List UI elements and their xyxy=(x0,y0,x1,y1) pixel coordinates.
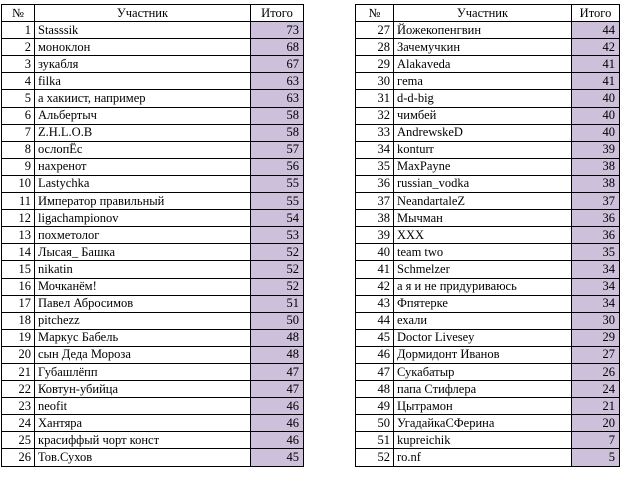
table-row xyxy=(2,346,304,363)
participant-name: папа Стифлера xyxy=(394,381,572,398)
table-row xyxy=(356,398,620,415)
total-score: 34 xyxy=(572,278,620,295)
total-score: 20 xyxy=(572,415,620,432)
participant-name: Маркус Бабель xyxy=(35,329,251,346)
table-row xyxy=(356,90,620,107)
rank-cell: 46 xyxy=(356,346,394,363)
rank-cell: 2 xyxy=(2,39,35,56)
participant-name: нахренот xyxy=(35,158,251,175)
rank-cell: 6 xyxy=(2,107,35,124)
rank-cell: 12 xyxy=(2,210,35,227)
rank-cell: 1 xyxy=(2,22,35,39)
total-score: 30 xyxy=(572,312,620,329)
header-total: Итого xyxy=(572,5,620,22)
rank-cell: 45 xyxy=(356,329,394,346)
participant-name: Павел Абросимов xyxy=(35,295,251,312)
participant-name: nikatin xyxy=(35,261,251,278)
rank-cell: 34 xyxy=(356,141,394,158)
rank-cell: 22 xyxy=(2,381,35,398)
table-row xyxy=(2,39,304,56)
rank-cell: 5 xyxy=(2,90,35,107)
table-row xyxy=(2,312,304,329)
rank-cell: 21 xyxy=(2,363,35,380)
rank-cell: 3 xyxy=(2,56,35,73)
rank-cell: 27 xyxy=(356,22,394,39)
participant-name: сын Деда Мороза xyxy=(35,346,251,363)
table-row xyxy=(356,363,620,380)
participant-name: russian_vodka xyxy=(394,175,572,192)
header-total: Итого xyxy=(251,5,304,22)
total-score: 41 xyxy=(572,56,620,73)
total-score: 54 xyxy=(251,210,304,227)
table-row xyxy=(356,432,620,449)
participant-name: красиффый чорт конст xyxy=(35,432,251,449)
participant-name: Alakaveda xyxy=(394,56,572,73)
participant-name: Йожекопенгвин xyxy=(394,22,572,39)
total-score: 46 xyxy=(251,398,304,415)
rank-cell: 40 xyxy=(356,244,394,261)
participant-name: Цытрамон xyxy=(394,398,572,415)
table-row xyxy=(356,295,620,312)
participant-name: Дормидонт Иванов xyxy=(394,346,572,363)
participant-name: а хакиист, например xyxy=(35,90,251,107)
total-score: 44 xyxy=(572,22,620,39)
table-row xyxy=(2,124,304,141)
total-score: 52 xyxy=(251,261,304,278)
table-row xyxy=(356,73,620,90)
total-score: 48 xyxy=(251,329,304,346)
participant-name: Фпятерке xyxy=(394,295,572,312)
rank-cell: 43 xyxy=(356,295,394,312)
rank-cell: 31 xyxy=(356,90,394,107)
participant-name: Z.H.L.O.B xyxy=(35,124,251,141)
table-row xyxy=(356,22,620,39)
participant-name: AndrewskeD xyxy=(394,124,572,141)
rank-cell: 26 xyxy=(2,449,35,466)
total-score: 63 xyxy=(251,73,304,90)
participant-name: NeandartaleZ xyxy=(394,193,572,210)
table-row xyxy=(356,329,620,346)
rank-cell: 7 xyxy=(2,124,35,141)
table-row xyxy=(356,227,620,244)
table-row xyxy=(2,381,304,398)
table-row xyxy=(2,175,304,192)
rank-cell: 41 xyxy=(356,261,394,278)
participant-name: filka xyxy=(35,73,251,90)
rank-cell: 47 xyxy=(356,363,394,380)
total-score: 45 xyxy=(251,449,304,466)
table-row xyxy=(356,381,620,398)
table-row xyxy=(356,124,620,141)
standings-body-right xyxy=(356,22,620,466)
participant-name: d-d-big xyxy=(394,90,572,107)
participant-name: чимбей xyxy=(394,107,572,124)
table-row xyxy=(2,141,304,158)
participant-name: гema xyxy=(394,73,572,90)
rank-cell: 49 xyxy=(356,398,394,415)
total-score: 55 xyxy=(251,175,304,192)
total-score: 67 xyxy=(251,56,304,73)
total-score: 41 xyxy=(572,73,620,90)
rank-cell: 30 xyxy=(356,73,394,90)
participant-name: Лысая_ Башка xyxy=(35,244,251,261)
rank-cell: 33 xyxy=(356,124,394,141)
total-score: 46 xyxy=(251,415,304,432)
rank-cell: 13 xyxy=(2,227,35,244)
table-row xyxy=(356,141,620,158)
table-row xyxy=(2,432,304,449)
total-score: 53 xyxy=(251,227,304,244)
rank-cell: 14 xyxy=(2,244,35,261)
table-row xyxy=(2,415,304,432)
total-score: 7 xyxy=(572,432,620,449)
total-score: 26 xyxy=(572,363,620,380)
participant-name: похметолог xyxy=(35,227,251,244)
total-score: 73 xyxy=(251,22,304,39)
rank-cell: 39 xyxy=(356,227,394,244)
rank-cell: 11 xyxy=(2,193,35,210)
rank-cell: 23 xyxy=(2,398,35,415)
total-score: 36 xyxy=(572,227,620,244)
table-row xyxy=(2,329,304,346)
participant-name: Тов.Сухов xyxy=(35,449,251,466)
total-score: 47 xyxy=(251,381,304,398)
total-score: 52 xyxy=(251,244,304,261)
header-row xyxy=(2,5,304,22)
total-score: 63 xyxy=(251,90,304,107)
rank-cell: 24 xyxy=(2,415,35,432)
participant-name: Хантяра xyxy=(35,415,251,432)
table-row xyxy=(2,73,304,90)
rank-cell: 29 xyxy=(356,56,394,73)
header-participant: Участник xyxy=(394,5,572,22)
participant-name: neofit xyxy=(35,398,251,415)
total-score: 34 xyxy=(572,261,620,278)
participant-name: Губашлёпп xyxy=(35,363,251,380)
participant-name: Император правильный xyxy=(35,193,251,210)
table-row xyxy=(2,278,304,295)
header-row xyxy=(356,5,620,22)
rank-cell: 44 xyxy=(356,312,394,329)
total-score: 68 xyxy=(251,39,304,56)
table-row xyxy=(2,244,304,261)
table-row xyxy=(2,227,304,244)
rank-cell: 20 xyxy=(2,346,35,363)
table-row xyxy=(2,261,304,278)
standings-table-left xyxy=(1,4,304,467)
table-row xyxy=(2,449,304,466)
header-num: № xyxy=(2,5,35,22)
rank-cell: 37 xyxy=(356,193,394,210)
table-row xyxy=(356,210,620,227)
participant-name: Альбертыч xyxy=(35,107,251,124)
rank-cell: 15 xyxy=(2,261,35,278)
total-score: 38 xyxy=(572,175,620,192)
participant-name: УгадайкаСФерина xyxy=(394,415,572,432)
standings-body-left xyxy=(2,22,304,466)
participant-name: ligachampionov xyxy=(35,210,251,227)
table-row xyxy=(356,312,620,329)
rank-cell: 10 xyxy=(2,175,35,192)
total-score: 39 xyxy=(572,141,620,158)
total-score: 37 xyxy=(572,193,620,210)
participant-name: Ковтун-убийца xyxy=(35,381,251,398)
table-row xyxy=(356,278,620,295)
total-score: 42 xyxy=(572,39,620,56)
header-participant: Участник xyxy=(35,5,251,22)
table-row xyxy=(356,56,620,73)
rank-cell: 17 xyxy=(2,295,35,312)
participant-name: Сукабатыр xyxy=(394,363,572,380)
total-score: 24 xyxy=(572,381,620,398)
total-score: 50 xyxy=(251,312,304,329)
total-score: 35 xyxy=(572,244,620,261)
rank-cell: 48 xyxy=(356,381,394,398)
table-row xyxy=(356,193,620,210)
participant-name: Stasssik xyxy=(35,22,251,39)
participant-name: ехали xyxy=(394,312,572,329)
participant-name: XXX xyxy=(394,227,572,244)
rank-cell: 38 xyxy=(356,210,394,227)
total-score: 27 xyxy=(572,346,620,363)
rank-cell: 50 xyxy=(356,415,394,432)
table-row xyxy=(2,295,304,312)
participant-name: konturr xyxy=(394,141,572,158)
table-row xyxy=(356,261,620,278)
rank-cell: 8 xyxy=(2,141,35,158)
rank-cell: 19 xyxy=(2,329,35,346)
table-row xyxy=(2,56,304,73)
table-row xyxy=(2,158,304,175)
rank-cell: 51 xyxy=(356,432,394,449)
rank-cell: 18 xyxy=(2,312,35,329)
rank-cell: 16 xyxy=(2,278,35,295)
participant-name: Мычман xyxy=(394,210,572,227)
table-row xyxy=(356,244,620,261)
table-row xyxy=(2,22,304,39)
table-row xyxy=(356,415,620,432)
participant-name: а я и не придуриваюсь xyxy=(394,278,572,295)
participant-name: моноклон xyxy=(35,39,251,56)
total-score: 46 xyxy=(251,432,304,449)
total-score: 56 xyxy=(251,158,304,175)
rank-cell: 9 xyxy=(2,158,35,175)
rank-cell: 25 xyxy=(2,432,35,449)
total-score: 58 xyxy=(251,107,304,124)
table-row xyxy=(356,39,620,56)
participant-name: MaxPayne xyxy=(394,158,572,175)
total-score: 5 xyxy=(572,449,620,466)
participant-name: kupreichik xyxy=(394,432,572,449)
total-score: 48 xyxy=(251,346,304,363)
total-score: 21 xyxy=(572,398,620,415)
participant-name: Зачемучкин xyxy=(394,39,572,56)
participant-name: зукабля xyxy=(35,56,251,73)
table-row xyxy=(2,193,304,210)
total-score: 51 xyxy=(251,295,304,312)
total-score: 55 xyxy=(251,193,304,210)
participant-name: Schmelzer xyxy=(394,261,572,278)
total-score: 29 xyxy=(572,329,620,346)
total-score: 58 xyxy=(251,124,304,141)
total-score: 57 xyxy=(251,141,304,158)
total-score: 40 xyxy=(572,124,620,141)
rank-cell: 35 xyxy=(356,158,394,175)
participant-name: Мочканём! xyxy=(35,278,251,295)
participant-name: team two xyxy=(394,244,572,261)
table-row xyxy=(2,363,304,380)
table-row xyxy=(356,107,620,124)
total-score: 36 xyxy=(572,210,620,227)
table-row xyxy=(2,107,304,124)
table-row xyxy=(2,210,304,227)
total-score: 47 xyxy=(251,363,304,380)
rank-cell: 52 xyxy=(356,449,394,466)
participant-name: Doctor Livesey xyxy=(394,329,572,346)
table-row xyxy=(356,175,620,192)
total-score: 40 xyxy=(572,107,620,124)
total-score: 34 xyxy=(572,295,620,312)
table-row xyxy=(2,90,304,107)
rank-cell: 28 xyxy=(356,39,394,56)
table-row xyxy=(356,346,620,363)
total-score: 40 xyxy=(572,90,620,107)
rank-cell: 36 xyxy=(356,175,394,192)
participant-name: ro.nf xyxy=(394,449,572,466)
table-row xyxy=(2,398,304,415)
standings-table-right xyxy=(355,4,620,467)
rank-cell: 4 xyxy=(2,73,35,90)
rank-cell: 42 xyxy=(356,278,394,295)
header-num: № xyxy=(356,5,394,22)
total-score: 52 xyxy=(251,278,304,295)
table-row xyxy=(356,158,620,175)
participant-name: pitchezz xyxy=(35,312,251,329)
total-score: 38 xyxy=(572,158,620,175)
rank-cell: 32 xyxy=(356,107,394,124)
participant-name: ослопЁс xyxy=(35,141,251,158)
table-row xyxy=(356,449,620,466)
participant-name: Lastychka xyxy=(35,175,251,192)
